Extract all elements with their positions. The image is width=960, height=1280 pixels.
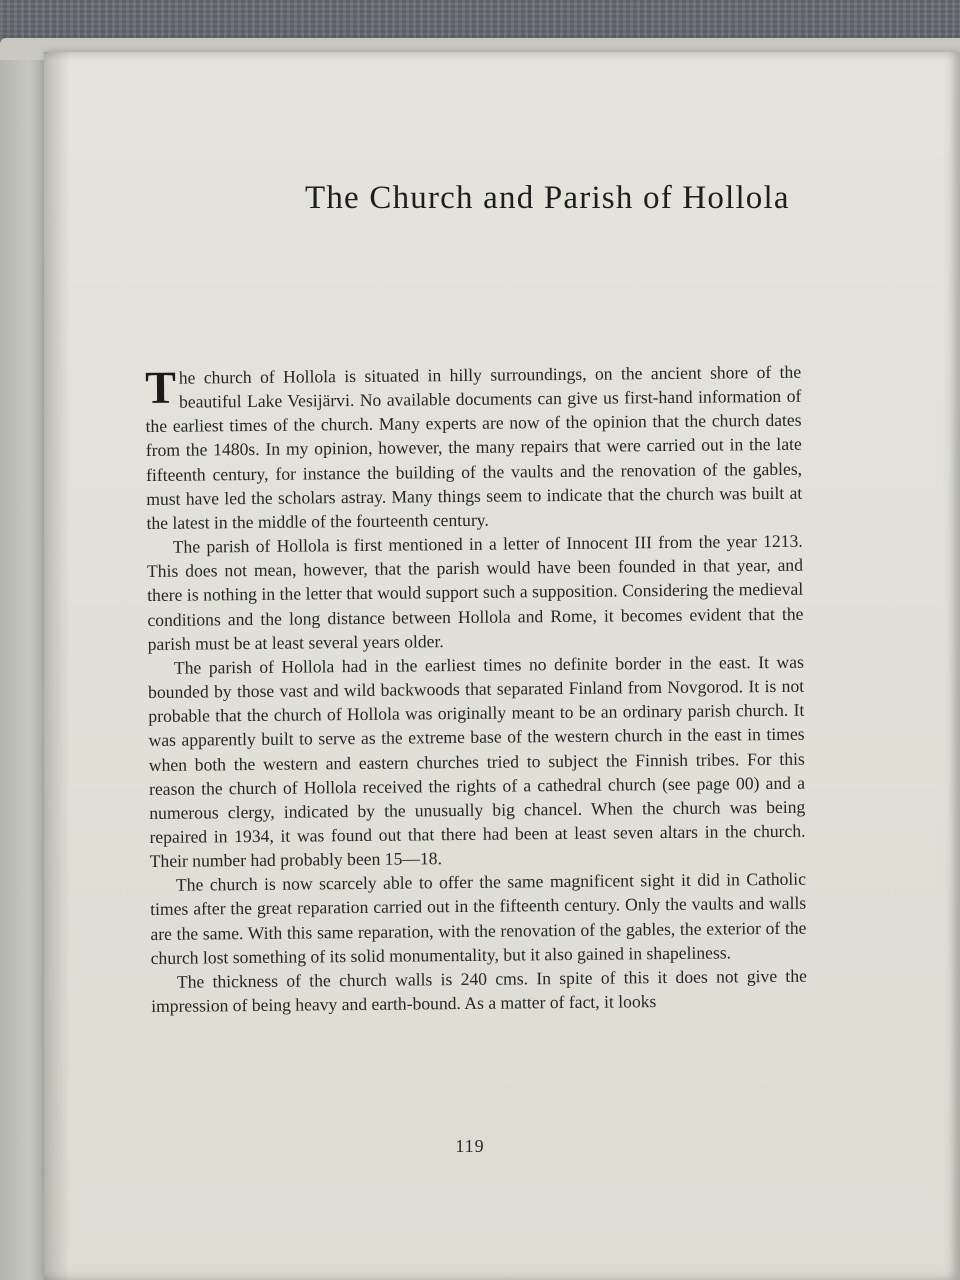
paragraph-3: The parish of Hollola had in the earliest times no definite border in the east. It was bounded by those vast and wild backwoods that separated Finland from Novgorod. It is not probable that the church of Hollola was originally meant to be an ordinary parish church. It was apparently built to serve as the extreme base of the western church in the east in times when both the western and eastern churches tried to subject the Finnish tribes. For this reason the church of Hollola received the rights of a cathedral church (see page 00) and a numerous clergy, indicated by the unusually big chancel. When the church was being repaired in 1934, it was found out that there had been at least seven altars in the church. Their number had probably been 15—18.: [148, 651, 806, 872]
paragraph-2: The parish of Hollola is first mentioned in a letter of Innocent III from the year 1213. This does not mean, however, that the parish would have been founded in that year, and there is nothing in the letter that would support such a supposition. Considering the medieval conditions and the long distance between Hollola and Rome, it becomes evident that the parish must be at least several years older.: [146, 530, 804, 654]
body-text: [145, 360, 807, 1018]
drop-cap: T: [144, 361, 177, 413]
page-number: 119: [455, 1136, 485, 1156]
paragraph-1: [145, 360, 803, 535]
paragraph-5: The thickness of the church walls is 240 cms. In spite of this it does not give the impression of being heavy and earth-bound. As a matter of fact, it looks: [151, 965, 807, 1017]
chapter-title: The Church and Parish of Hollola: [305, 180, 790, 216]
gutter-shadow: [44, 52, 70, 1280]
paragraph-4: The church is now scarcely able to offer the same magnificent sight it did in Catholic times after the great reparation carried out in the fifteenth century. Only the vaults and walls are the same. With this same reparation, with the renovation of the gables, the exterior of the church lost something of its solid monumentality, but it also gained in shapeliness.: [150, 868, 807, 968]
paragraph-1-text: he church of Hollola is situated in hilly surroundings, on the ancient shore of the beautiful Lake Vesijärvi. No available documents can give us first-hand information of the earliest times of the church. Many experts are now of the opinion that the church dates from the 1480s. In my opinion, however, the many repairs that were carried out in the late fifteenth century, for instance the building of the vaults and the renovation of the gables, must have led the scholars astray. Many things seem to indicate that the church was built at the latest in the middle of the fourteenth century.: [145, 361, 803, 533]
left-page-edge: [0, 60, 48, 1280]
